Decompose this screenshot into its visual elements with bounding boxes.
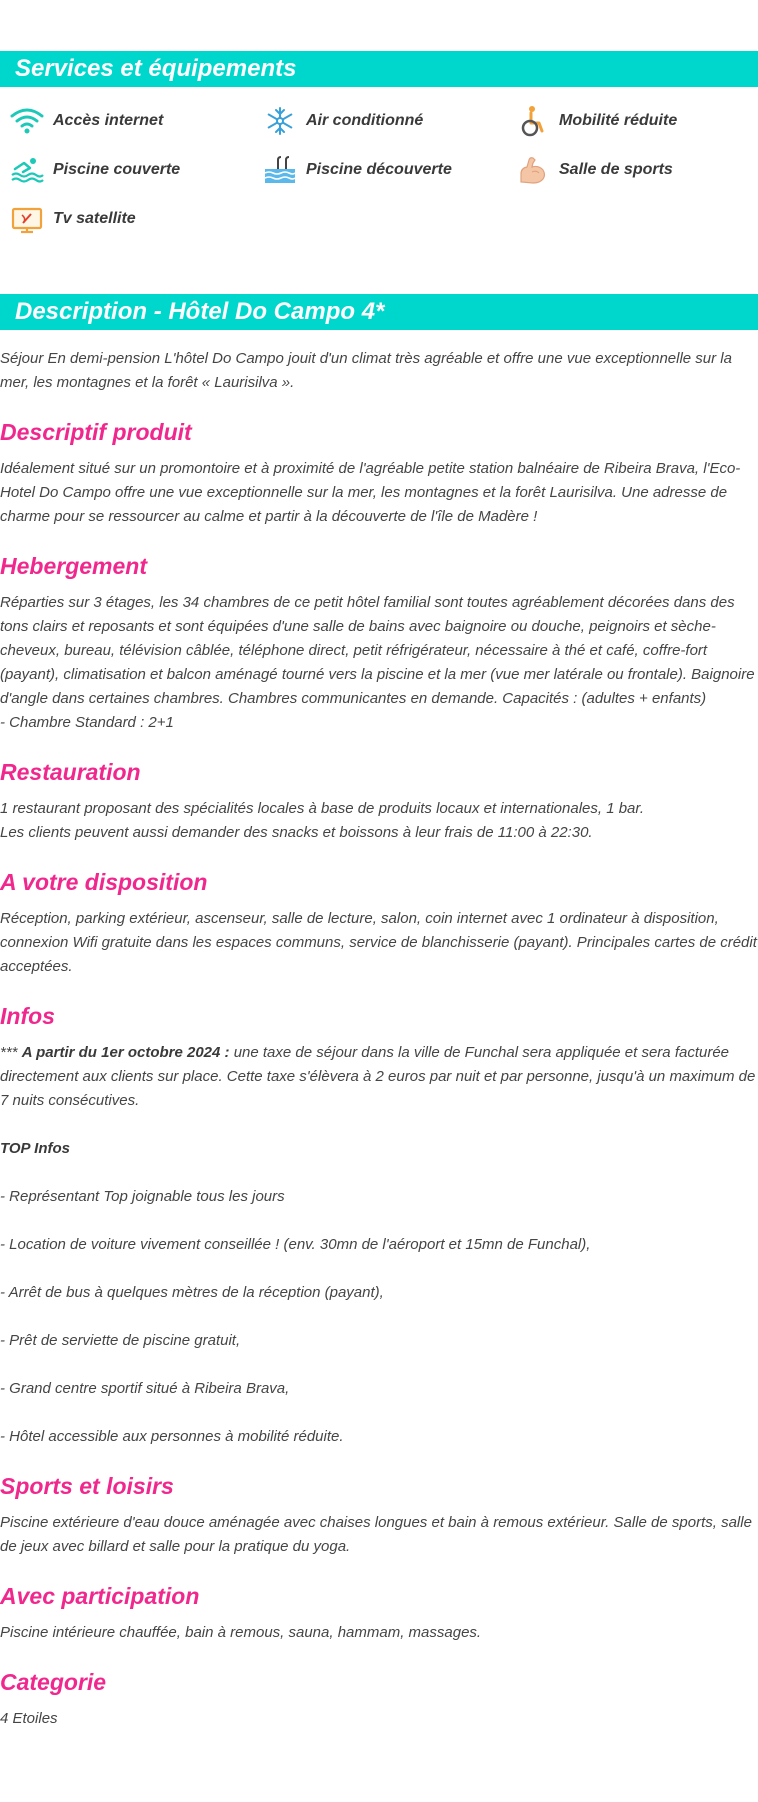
service-label: Piscine couverte [53,161,181,178]
wheelchair-icon [515,105,551,137]
restauration-line-2: Les clients peuvent aussi demander des snacks et boissons à leur frais de 11:00 à 22:30. [0,824,593,841]
top-infos-item: - Hôtel accessible aux personnes à mobilité réduite. [0,1428,344,1445]
heading-categorie: Categorie [0,1669,107,1695]
heading-sports-et-loisirs: Sports et loisirs [0,1473,174,1499]
descriptif-text: Idéalement situé sur un promontoire et à proximité de l'agréable petite station balnéaire de Ribeira Brava, l'Eco-Hotel Do Campo offre une vue exceptionnelle sur la mer, les montagnes et la forêt Laurisilva. Une adresse de charme pour se ressourcer au calme et partir à la découverte de l'île de Madère ! [0,460,741,525]
restauration-line-1: 1 restaurant proposant des spécialités locales à base de produits locaux et internationales, 1 bar. [0,800,645,817]
service-label: Piscine découverte [306,161,452,178]
hebergement-room-capacity: - Chambre Standard : 2+1 [0,714,174,731]
top-infos-item: - Représentant Top joignable tous les jours [0,1188,285,1205]
top-infos-title [0,1137,758,1161]
pool-ladder-icon [262,154,298,186]
hebergement-text: Réparties sur 3 étages, les 34 chambres de ce petit hôtel familial sont toutes agréablement décorées dans des tons clairs et reposants et sont équipées d'une salle de bains avec baignoire ou douche, peignoirs et sèche-cheveux, bureau, télévision câblée, téléphone direct, petit réfrigérateur, nécessaire à thé et café, coffre-fort (payant), climatisation et balcon aménagé tourné vers la piscine et la mer (vue mer latérale ou frontale). Baignoire d'angle dans certaines chambres. Chambres communicantes en demande. Capacités : (adultes + enfants) [0,594,755,707]
heading-avec-participation: Avec participation [0,1583,200,1609]
participation-text: Piscine intérieure chauffée, bain à remous, sauna, hammam, massages. [0,1624,482,1641]
top-infos-item: - Prêt de serviette de piscine gratuit, [0,1332,241,1349]
top-infos-label: TOP Infos [0,1140,71,1157]
top-infos-item: - Arrêt de bus à quelques mètres de la réception (payant), [0,1284,384,1301]
heading-a-votre-disposition: A votre disposition [0,869,208,895]
services-section-title: Services et équipements [0,51,758,87]
infos-tax-detail: une taxe de séjour dans la ville de Funchal sera appliquée et sera facturée directement aux clients sur place. Cette taxe s'élèvera à 2 euros par nuit et par personne, jusqu'à un maximum de 7 nuits consécutives. [0,1044,756,1109]
service-label: Salle de sports [559,161,673,178]
service-label: Mobilité réduite [559,112,678,129]
infos-date-bold: A partir du 1er octobre 2024 : [21,1044,230,1061]
top-infos-item: - Location de voiture vivement conseillée ! (env. 30mn de l'aéroport et 15mn de Funchal), [0,1236,591,1253]
service-item-outdoor-pool [253,154,452,186]
infos-stars: *** [0,1044,22,1061]
snowflake-icon [262,105,298,137]
heading-hebergement: Hebergement [0,553,147,579]
service-item-satellite-tv [0,203,136,235]
categorie-text: 4 Etoiles [0,1710,58,1727]
sports-text: Piscine extérieure d'eau douce aménagée avec chaises longues et bain à remous extérieur. Salle de sports, salle de jeux avec billard et salle pour la pratique du yoga. [0,1514,752,1555]
top-infos-item: - Grand centre sportif situé à Ribeira Brava, [0,1380,290,1397]
wifi-icon [9,105,45,137]
tv-icon [9,203,45,235]
service-label: Accès internet [53,112,164,129]
service-item-air-conditioning [253,105,423,137]
heading-descriptif-produit: Descriptif produit [0,419,192,445]
service-item-reduced-mobility [506,105,677,137]
muscle-arm-icon [515,154,551,186]
service-item-gym [506,154,673,186]
swimmer-icon [9,154,45,186]
heading-infos: Infos [0,1003,55,1029]
infos-tax-text [0,1041,758,1113]
intro-text: Séjour En demi-pension L'hôtel Do Campo jouit d'un climat très agréable et offre une vue exceptionnelle sur la mer, les montagnes et la forêt « Laurisilva ». [0,350,732,391]
service-item-internet [0,105,163,137]
disposition-text: Réception, parking extérieur, ascenseur, salle de lecture, salon, coin internet avec 1 ordinateur à disposition, connexion Wifi gratuite dans les espaces communs, service de blanchisserie (payant). Principales cartes de crédit acceptées. [0,910,757,975]
description-content [0,347,758,1731]
heading-restauration: Restauration [0,759,141,785]
service-label: Tv satellite [53,210,136,227]
service-item-indoor-pool [0,154,180,186]
service-label: Air conditionné [306,112,424,129]
description-section-title: Description - Hôtel Do Campo 4* [0,294,758,330]
